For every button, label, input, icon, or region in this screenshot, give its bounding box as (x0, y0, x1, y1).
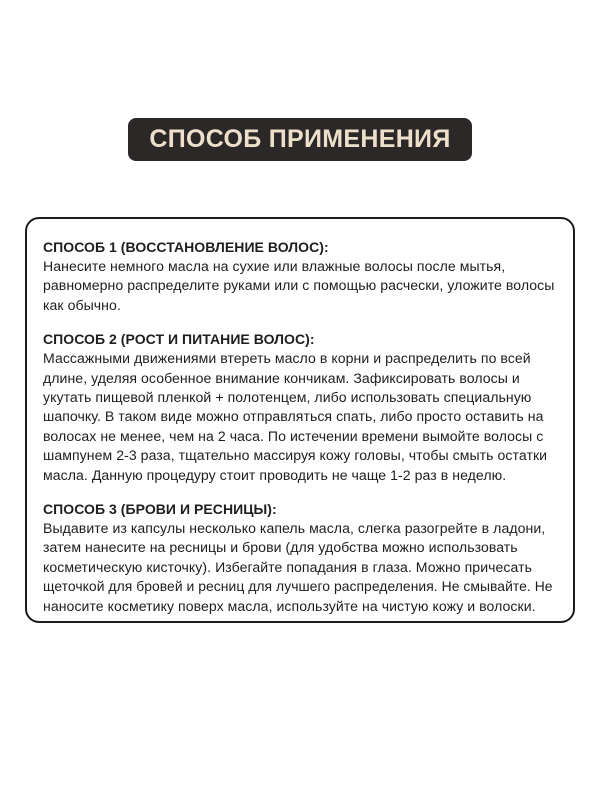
text-line: Нанесите немного масла на сухие или влажные волосы после мытья, (43, 258, 506, 274)
method-1-text (43, 257, 559, 315)
instructions-card (25, 217, 575, 623)
method-2-section (43, 329, 559, 485)
text-line: щеточкой для бровей и ресниц для лучшего распределения. Не смывайте. Не (43, 578, 553, 595)
text-line: шампунем 2-3 раза, тщательно массируя кожу головы, чтобы смыть остатки (43, 447, 548, 464)
method-1-heading: СПОСОБ 1 (ВОССТАНОВЛЕНИЕ ВОЛОС): (43, 239, 329, 255)
method-3-section (43, 499, 559, 616)
text-line: Массажными движениями втереть масло в корни и распределить по всей (43, 350, 531, 367)
method-1-section (43, 237, 559, 315)
page-title: СПОСОБ ПРИМЕНЕНИЯ (149, 125, 451, 153)
text-line: косметическую кисточку). Избегайте попадания в глаза. Можно причесать (43, 558, 532, 575)
method-3-text (43, 519, 559, 616)
method-2-heading: СПОСОБ 2 (РОСТ И ПИТАНИЕ ВОЛОС): (43, 331, 315, 348)
text-line: как обычно. (43, 296, 121, 313)
text-line: масла. Данную процедуру стоит проводить не чаще 1-2 раз в неделю. (43, 466, 507, 483)
text-line: Выдавите из капсулы несколько капель масла, слегка разогрейте в ладони, (43, 520, 546, 537)
text-line: равномерно распределите руками или с помощью расчески, уложите волосы (43, 277, 555, 294)
text-line: затем нанесите на ресницы и брови (для удобства можно использовать (43, 539, 518, 556)
text-line: длине, уделяя особенное внимание кончикам. Зафиксировать волосы и (43, 369, 520, 386)
title-badge (128, 118, 472, 161)
text-line: шапочку. В таком виде можно отправляться спать, либо просто оставить на (43, 408, 544, 425)
method-2-text (43, 349, 559, 485)
text-line: укутать пищевой пленкой + полотенцем, либо использовать специальную (43, 389, 532, 406)
text-line: волосах не менее, чем на 2 часа. По истечении времени вымойте волосы с (43, 427, 544, 444)
method-3-heading: СПОСОБ 3 (БРОВИ И РЕСНИЦЫ): (43, 501, 277, 518)
text-line: наносите косметику поверх масла, используйте на чистую кожу и волоски. (43, 597, 536, 614)
